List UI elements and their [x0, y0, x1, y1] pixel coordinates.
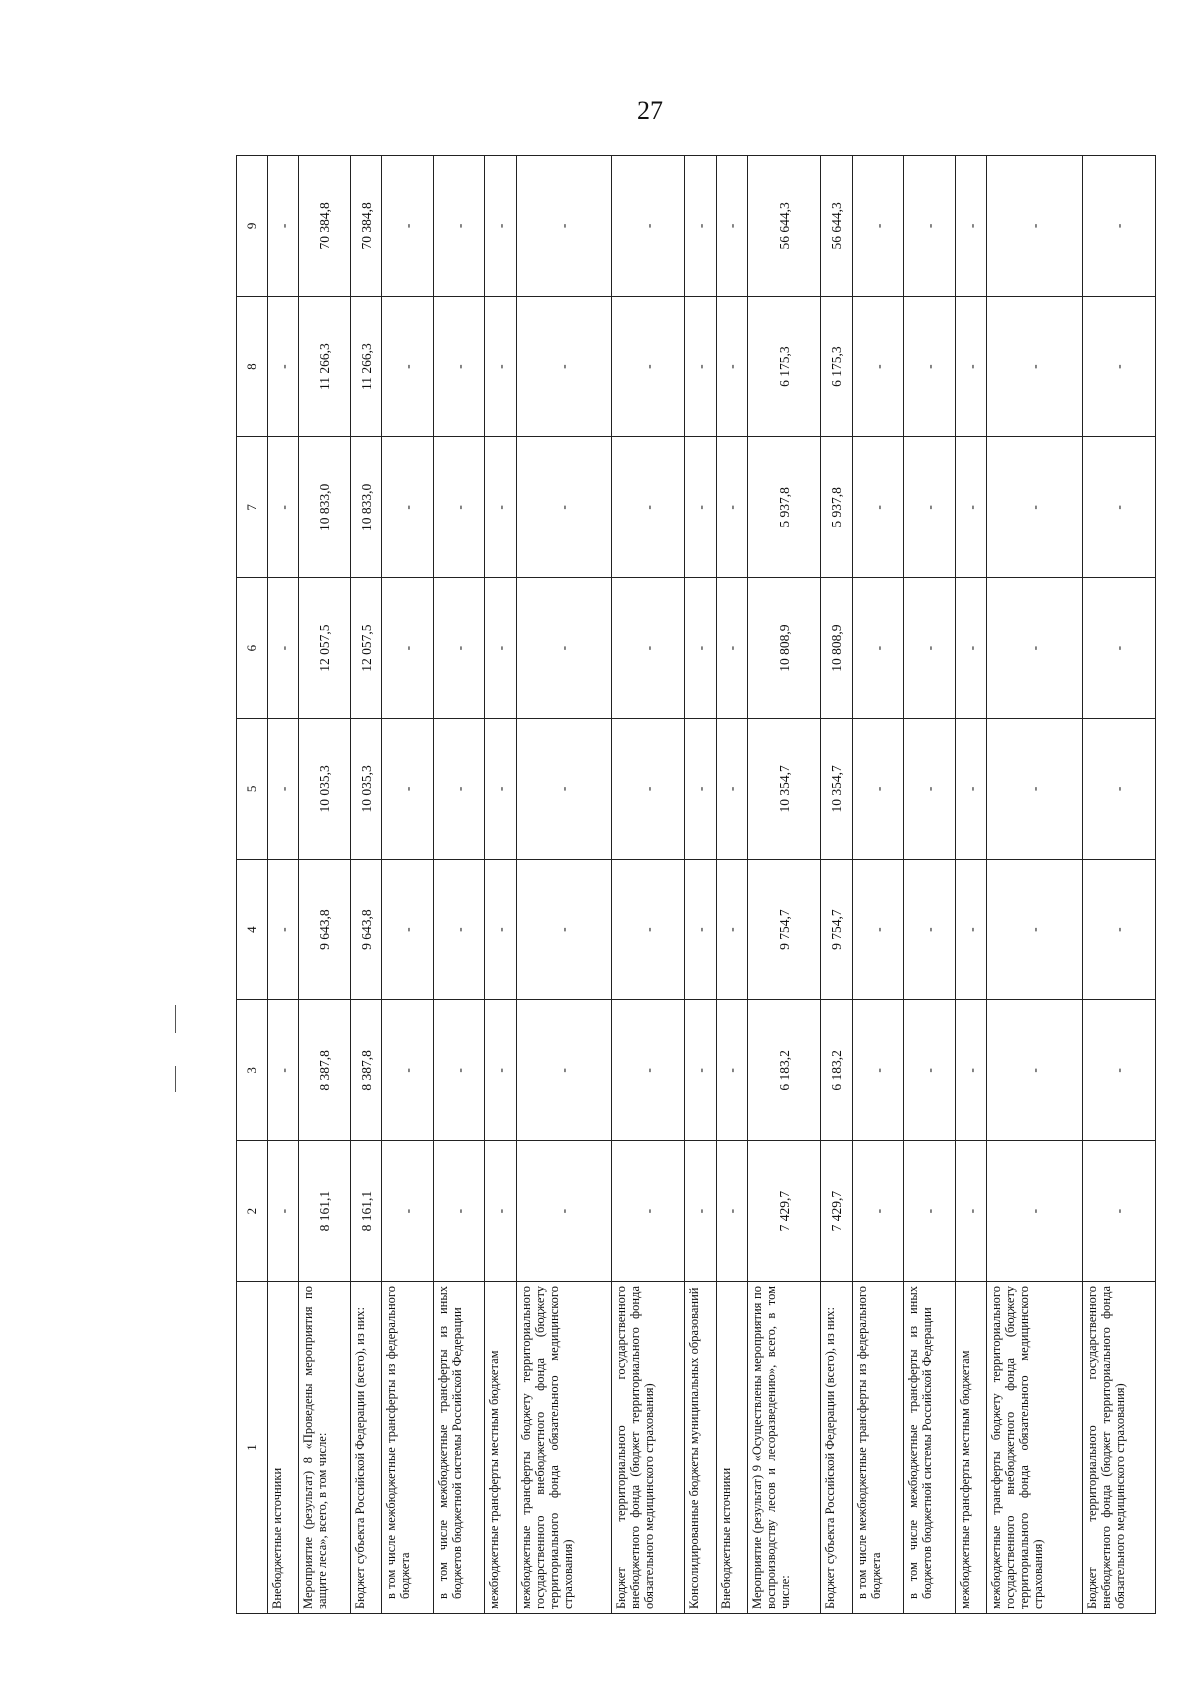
cell-value: - [1082, 578, 1155, 719]
table-row [852, 156, 904, 1614]
column-header-2: 2 [237, 1141, 268, 1282]
row-label: в том числе межбюджетные трансферты из иных бюджетов бюджетной системы Российской Федерации [433, 1282, 485, 1614]
cell-value: - [852, 859, 904, 1000]
cell-value: - [433, 1141, 485, 1282]
column-header-3: 3 [237, 1000, 268, 1141]
table-row [611, 156, 684, 1614]
row-label: Мероприятие (результат) 9 «Осуществлены мероприятия по воспроизводству лесов и лесоразведению», всего, в том числе: [748, 1282, 821, 1614]
row-label: Бюджет территориального государственного внебюджетного фонда (бюджет территориального фонда обязательного медицинского страхования) [611, 1282, 684, 1614]
cell-value: - [268, 1141, 299, 1282]
cell-value: - [611, 859, 684, 1000]
cell-value: - [611, 719, 684, 860]
cell-value: - [716, 156, 747, 297]
cell-value: 10 035,3 [350, 719, 381, 860]
cell-value: - [611, 578, 684, 719]
row-label: Бюджет субъекта Российской Федерации (всего), из них: [350, 1282, 381, 1614]
cell-value: - [987, 859, 1082, 1000]
column-header-6: 6 [237, 578, 268, 719]
table-row [485, 156, 516, 1614]
cell-value: 10 833,0 [350, 437, 381, 578]
row-label: межбюджетные трансферты местным бюджетам [485, 1282, 516, 1614]
cell-value: - [955, 578, 986, 719]
cell-value: 10 833,0 [299, 437, 351, 578]
cell-value: - [516, 1141, 611, 1282]
cell-value: - [955, 1141, 986, 1282]
row-label: в том числе межбюджетные трансферты из иных бюджетов бюджетной системы Российской Федерации [904, 1282, 956, 1614]
cell-value: 8 161,1 [350, 1141, 381, 1282]
cell-value: - [382, 437, 434, 578]
cell-value: - [987, 296, 1082, 437]
cell-value: - [1082, 1000, 1155, 1141]
cell-value: - [485, 1000, 516, 1141]
scan-artifact-mark [175, 1066, 176, 1092]
cell-value: 10 354,7 [748, 719, 821, 860]
row-label: в том числе межбюджетные трансферты из федерального бюджета [852, 1282, 904, 1614]
row-label: Консолидированные бюджеты муниципальных образований [685, 1282, 716, 1614]
cell-value: - [685, 437, 716, 578]
cell-value: - [852, 578, 904, 719]
cell-value: - [955, 156, 986, 297]
column-header-8: 8 [237, 296, 268, 437]
cell-value: - [852, 296, 904, 437]
column-header-7: 7 [237, 437, 268, 578]
cell-value: - [485, 859, 516, 1000]
cell-value: - [955, 859, 986, 1000]
funding-table [236, 155, 1156, 1614]
column-header-5: 5 [237, 719, 268, 860]
cell-value: - [485, 296, 516, 437]
cell-value: - [716, 1141, 747, 1282]
cell-value: 12 057,5 [299, 578, 351, 719]
table-header-row [237, 156, 268, 1614]
column-header-9: 9 [237, 156, 268, 297]
cell-value: - [685, 156, 716, 297]
table-row [433, 156, 485, 1614]
cell-value: - [611, 1000, 684, 1141]
cell-value: - [516, 719, 611, 860]
cell-value: - [685, 859, 716, 1000]
row-label: Бюджет субъекта Российской Федерации (всего), из них: [821, 1282, 852, 1614]
scan-artifact-mark [175, 1005, 176, 1033]
cell-value: - [685, 719, 716, 860]
cell-value: 6 183,2 [821, 1000, 852, 1141]
cell-value: - [1082, 296, 1155, 437]
cell-value: - [268, 296, 299, 437]
cell-value: - [904, 1000, 956, 1141]
cell-value: - [382, 156, 434, 297]
cell-value: - [852, 719, 904, 860]
cell-value: - [1082, 437, 1155, 578]
cell-value: - [516, 578, 611, 719]
cell-value: - [685, 296, 716, 437]
cell-value: - [268, 156, 299, 297]
cell-value: - [611, 296, 684, 437]
cell-value: 70 384,8 [350, 156, 381, 297]
cell-value: 11 266,3 [350, 296, 381, 437]
cell-value: - [516, 437, 611, 578]
cell-value: - [904, 1141, 956, 1282]
row-label: межбюджетные трансферты местным бюджетам [955, 1282, 986, 1614]
table-row [955, 156, 986, 1614]
cell-value: - [716, 1000, 747, 1141]
cell-value: - [716, 719, 747, 860]
cell-value: - [382, 578, 434, 719]
cell-value: 6 175,3 [748, 296, 821, 437]
cell-value: 8 387,8 [299, 1000, 351, 1141]
cell-value: - [485, 156, 516, 297]
cell-value: - [382, 719, 434, 860]
cell-value: 6 183,2 [748, 1000, 821, 1141]
cell-value: 7 429,7 [821, 1141, 852, 1282]
cell-value: 9 643,8 [299, 859, 351, 1000]
cell-value: - [268, 437, 299, 578]
cell-value: - [433, 1000, 485, 1141]
cell-value: - [433, 859, 485, 1000]
cell-value: - [382, 296, 434, 437]
cell-value: - [382, 1000, 434, 1141]
cell-value: - [1082, 719, 1155, 860]
cell-value: - [987, 578, 1082, 719]
cell-value: - [716, 859, 747, 1000]
cell-value: - [904, 296, 956, 437]
table-row [821, 156, 852, 1614]
table-row [904, 156, 956, 1614]
table-row [516, 156, 611, 1614]
cell-value: - [268, 719, 299, 860]
cell-value: - [516, 859, 611, 1000]
cell-value: - [268, 859, 299, 1000]
cell-value: 10 035,3 [299, 719, 351, 860]
cell-value: 56 644,3 [821, 156, 852, 297]
cell-value: - [433, 578, 485, 719]
cell-value: - [987, 719, 1082, 860]
cell-value: - [685, 578, 716, 719]
table-row [1082, 156, 1155, 1614]
cell-value: - [955, 296, 986, 437]
cell-value: - [987, 1141, 1082, 1282]
cell-value: - [955, 719, 986, 860]
cell-value: 5 937,8 [748, 437, 821, 578]
column-header-1: 1 [237, 1282, 268, 1614]
cell-value: 10 808,9 [821, 578, 852, 719]
cell-value: - [433, 156, 485, 297]
row-label: Внебюджетные источники [716, 1282, 747, 1614]
cell-value: 7 429,7 [748, 1141, 821, 1282]
table-row [382, 156, 434, 1614]
table-body [268, 156, 1156, 1614]
table-row [685, 156, 716, 1614]
cell-value: - [904, 859, 956, 1000]
cell-value: 6 175,3 [821, 296, 852, 437]
cell-value: - [852, 1141, 904, 1282]
cell-value: - [987, 437, 1082, 578]
cell-value: - [1082, 1141, 1155, 1282]
row-label: межбюджетные трансферты бюджету территориального государственного внебюджетного фонда (бюджету территориального фонда обязательного медицинского страхования) [516, 1282, 611, 1614]
cell-value: 70 384,8 [299, 156, 351, 297]
cell-value: - [485, 719, 516, 860]
cell-value: 9 754,7 [821, 859, 852, 1000]
cell-value: - [485, 437, 516, 578]
cell-value: 56 644,3 [748, 156, 821, 297]
cell-value: - [716, 296, 747, 437]
table-row [987, 156, 1082, 1614]
cell-value: - [485, 1141, 516, 1282]
cell-value: - [685, 1000, 716, 1141]
table-row [716, 156, 747, 1614]
cell-value: - [716, 578, 747, 719]
cell-value: - [716, 437, 747, 578]
cell-value: - [987, 1000, 1082, 1141]
cell-value: 11 266,3 [299, 296, 351, 437]
cell-value: - [382, 1141, 434, 1282]
cell-value: 9 643,8 [350, 859, 381, 1000]
cell-value: - [852, 1000, 904, 1141]
cell-value: - [268, 578, 299, 719]
cell-value: 9 754,7 [748, 859, 821, 1000]
page-number: 27 [637, 96, 663, 125]
table-row [268, 156, 299, 1614]
table-row [299, 156, 351, 1614]
cell-value: - [904, 578, 956, 719]
cell-value: - [433, 437, 485, 578]
cell-value: - [485, 578, 516, 719]
rotated-table-area [236, 156, 1156, 1614]
cell-value: - [611, 1141, 684, 1282]
cell-value: - [955, 1000, 986, 1141]
cell-value: 8 387,8 [350, 1000, 381, 1141]
cell-value: - [516, 1000, 611, 1141]
table-wrapper [236, 156, 1156, 1614]
cell-value: - [1082, 859, 1155, 1000]
cell-value: - [1082, 156, 1155, 297]
cell-value: - [611, 437, 684, 578]
cell-value: 12 057,5 [350, 578, 381, 719]
cell-value: - [852, 156, 904, 297]
cell-value: - [516, 296, 611, 437]
row-label: Бюджет территориального государственного внебюджетного фонда (бюджет территориального фонда обязательного медицинского страхования) [1082, 1282, 1155, 1614]
column-header-4: 4 [237, 859, 268, 1000]
cell-value: - [852, 437, 904, 578]
cell-value: - [904, 719, 956, 860]
cell-value: - [382, 859, 434, 1000]
row-label: Мероприятие (результат) 8 «Проведены мероприятия по защите леса», всего, в том числе: [299, 1282, 351, 1614]
cell-value: 10 808,9 [748, 578, 821, 719]
row-label: Внебюджетные источники [268, 1282, 299, 1614]
cell-value: - [433, 296, 485, 437]
cell-value: - [685, 1141, 716, 1282]
cell-value: 8 161,1 [299, 1141, 351, 1282]
cell-value: - [433, 719, 485, 860]
cell-value: - [268, 1000, 299, 1141]
cell-value: - [516, 156, 611, 297]
cell-value: 5 937,8 [821, 437, 852, 578]
cell-value: - [904, 156, 956, 297]
cell-value: - [611, 156, 684, 297]
cell-value: 10 354,7 [821, 719, 852, 860]
row-label: межбюджетные трансферты бюджету территориального государственного внебюджетного фонда (бюджету территориального фонда обязательного медицинского страхования) [987, 1282, 1082, 1614]
row-label: в том числе межбюджетные трансферты из федерального бюджета [382, 1282, 434, 1614]
cell-value: - [987, 156, 1082, 297]
table-row [748, 156, 821, 1614]
cell-value: - [955, 437, 986, 578]
cell-value: - [904, 437, 956, 578]
table-row [350, 156, 381, 1614]
